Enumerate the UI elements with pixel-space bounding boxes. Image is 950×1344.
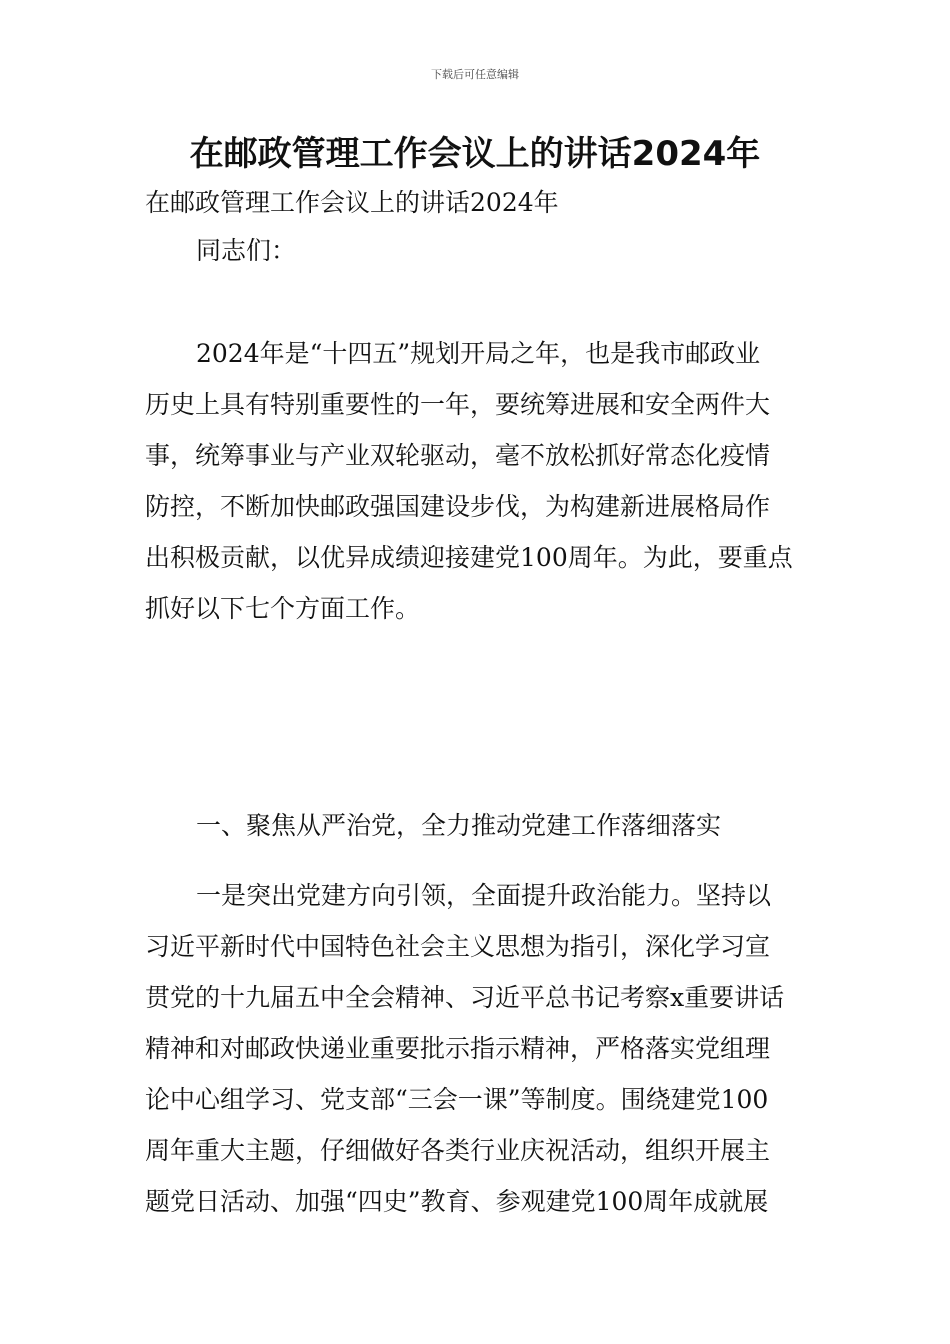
paragraph-line: 事，统筹事业与产业双轮驱动，毫不放松抓好常态化疫情	[145, 441, 771, 470]
header-note: 下载后可任意编辑	[431, 68, 519, 81]
paragraph-line: 习近平新时代中国特色社会主义思想为指引，深化学习宣	[145, 932, 771, 961]
paragraph-line: 贯党的十九届五中全会精神、习近平总书记考察x重要讲话	[145, 983, 785, 1012]
paragraph-line: 题党日活动、加强“四史”教育、参观建党100周年成就展	[145, 1187, 769, 1216]
paragraph-line: 出积极贡献，以优异成绩迎接建党100周年。为此，要重点	[145, 543, 793, 572]
greeting: 同志们：	[196, 236, 297, 265]
paragraph-line: 防控，不断加快邮政强国建设步伐，为构建新进展格局作	[145, 492, 771, 521]
paragraph-line: 抓好以下七个方面工作。	[145, 594, 421, 623]
paragraph-intro	[145, 328, 810, 634]
paragraph-line: 周年重大主题，仔细做好各类行业庆祝活动，组织开展主	[145, 1136, 771, 1165]
section-heading: 一、聚焦从严治党，全力推动党建工作落细落实	[196, 811, 722, 840]
paragraph-line: 历史上具有特别重要性的一年，要统筹进展和安全两件大	[145, 390, 771, 419]
paragraph-line: 2024年是“十四五”规划开局之年，也是我市邮政业	[196, 339, 761, 368]
document-title: 在邮政管理工作会议上的讲话2024年	[189, 134, 761, 174]
paragraph-line: 论中心组学习、党支部“三会一课”等制度。围绕建党100	[145, 1085, 769, 1114]
document-subtitle: 在邮政管理工作会议上的讲话2024年	[145, 188, 559, 217]
paragraph-section-one	[145, 870, 810, 1227]
paragraph-line: 一是突出党建方向引领，全面提升政治能力。坚持以	[196, 881, 772, 910]
paragraph-line: 精神和对邮政快递业重要批示指示精神，严格落实党组理	[145, 1034, 771, 1063]
